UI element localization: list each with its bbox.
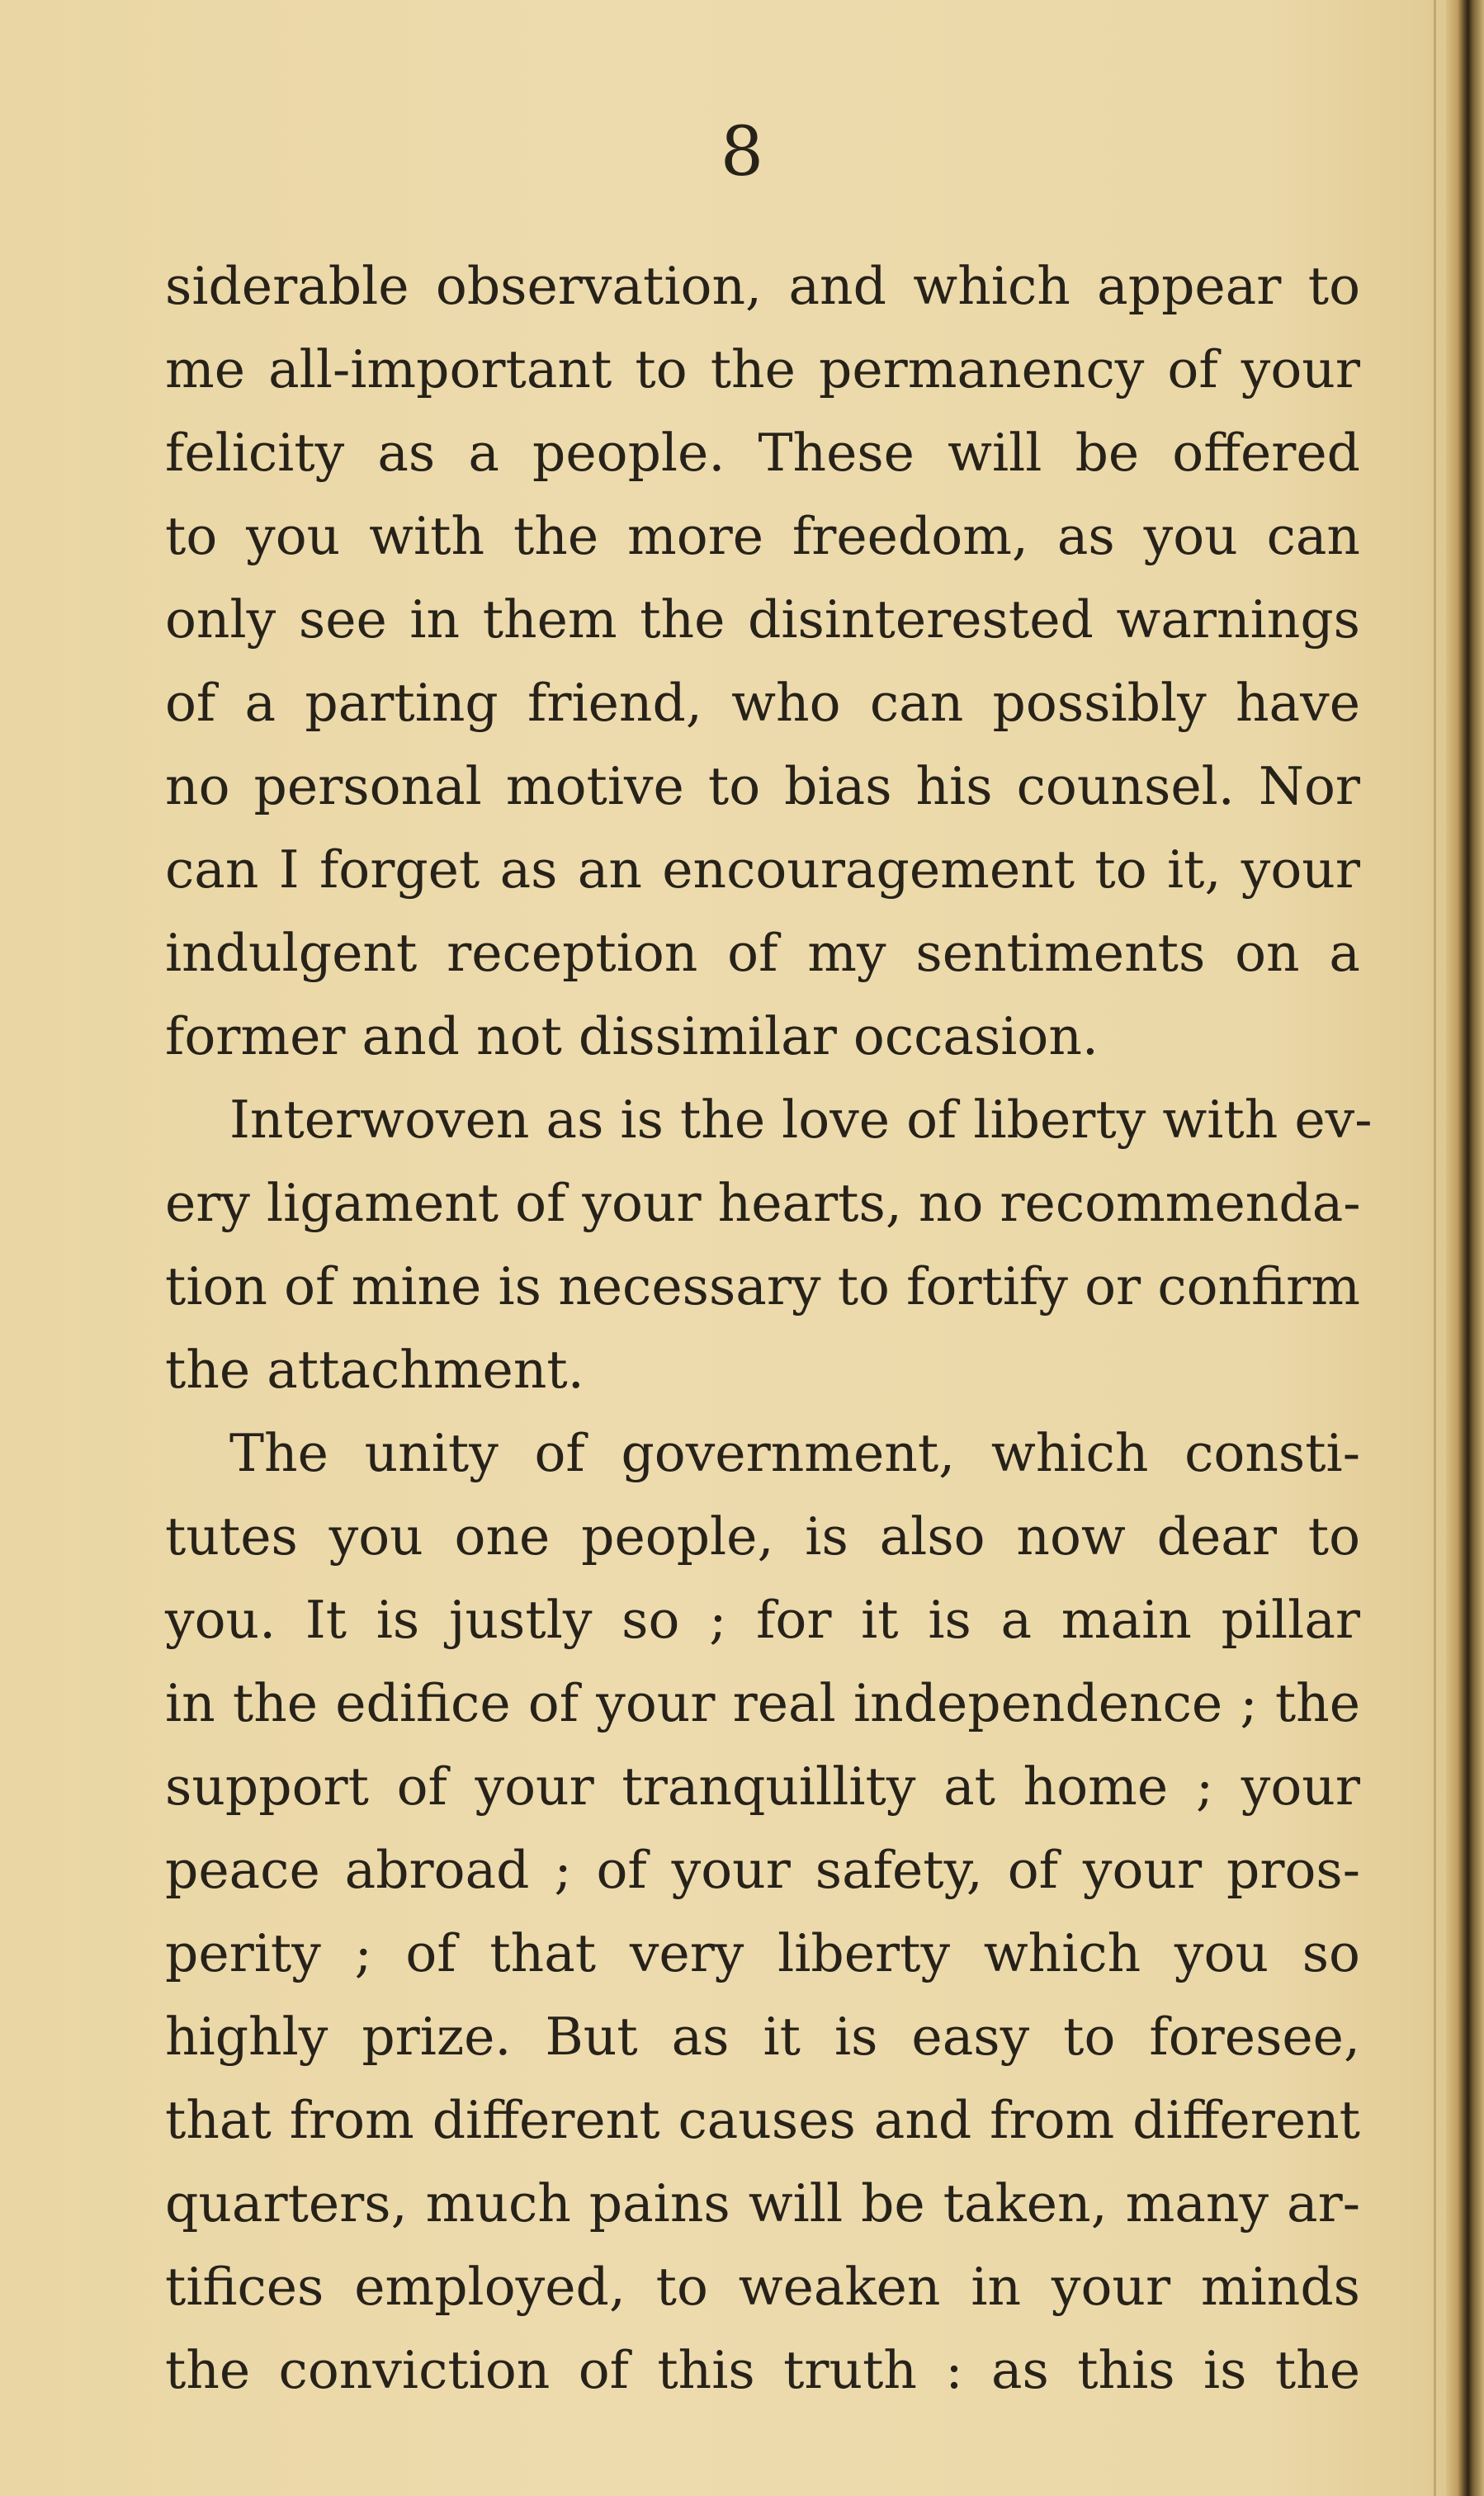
text-line: highly prize. But as it is easy to foresee, — [165, 2007, 1360, 2067]
text-line: the conviction of this truth : as this is the — [165, 2340, 1360, 2400]
text-line: only see in them the disinterested warnings — [165, 589, 1360, 650]
text-line: peace abroad ; of your safety, of your pros- — [165, 1840, 1360, 1900]
text-line: tion of mine is necessary to fortify or confirm — [165, 1256, 1360, 1317]
text-line: support of your tranquillity at home ; your — [165, 1756, 1360, 1817]
page-number: 8 — [720, 113, 764, 191]
text-line: felicity as a people. These will be offered — [165, 423, 1360, 483]
text-line: me all-important to the permanency of your — [165, 339, 1360, 399]
text-line: siderable observation, and which appear to — [165, 256, 1360, 316]
text-line: to you with the more freedom, as you can — [165, 506, 1360, 566]
text-line: can I forget as an encouragement to it, your — [165, 839, 1360, 900]
text-line: in the edifice of your real independence ; the — [165, 1673, 1360, 1733]
text-line: of a parting friend, who can possibly have — [165, 673, 1360, 733]
text-line: no personal motive to bias his counsel. Nor — [165, 756, 1360, 816]
text-line: ery ligament of your hearts, no recommenda- — [165, 1173, 1361, 1233]
paragraph-start-line: The unity of government, which consti- — [229, 1423, 1360, 1483]
page-fold-line — [1434, 0, 1436, 2496]
text-line: you. It is justly so ; for it is a main pillar — [165, 1590, 1360, 1650]
text-line: tifices employed, to weaken in your minds — [165, 2257, 1360, 2317]
paragraph-start-line: Interwoven as is the love of liberty with ev- — [229, 1090, 1373, 1150]
text-line: indulgent reception of my sentiments on a — [165, 923, 1360, 983]
text-line: tutes you one people, is also now dear to — [165, 1506, 1360, 1567]
text-line: that from different causes and from different — [165, 2090, 1360, 2150]
text-line: perity ; of that very liberty which you so — [165, 1923, 1360, 1983]
paragraph-end-line: former and not dissimilar occasion. — [165, 1006, 1099, 1066]
book-binding-edge — [1446, 0, 1484, 2496]
paragraph-end-line: the attachment. — [165, 1340, 584, 1400]
body-text — [165, 244, 1373, 2412]
text-line: quarters, much pains will be taken, many ar- — [165, 2173, 1360, 2234]
